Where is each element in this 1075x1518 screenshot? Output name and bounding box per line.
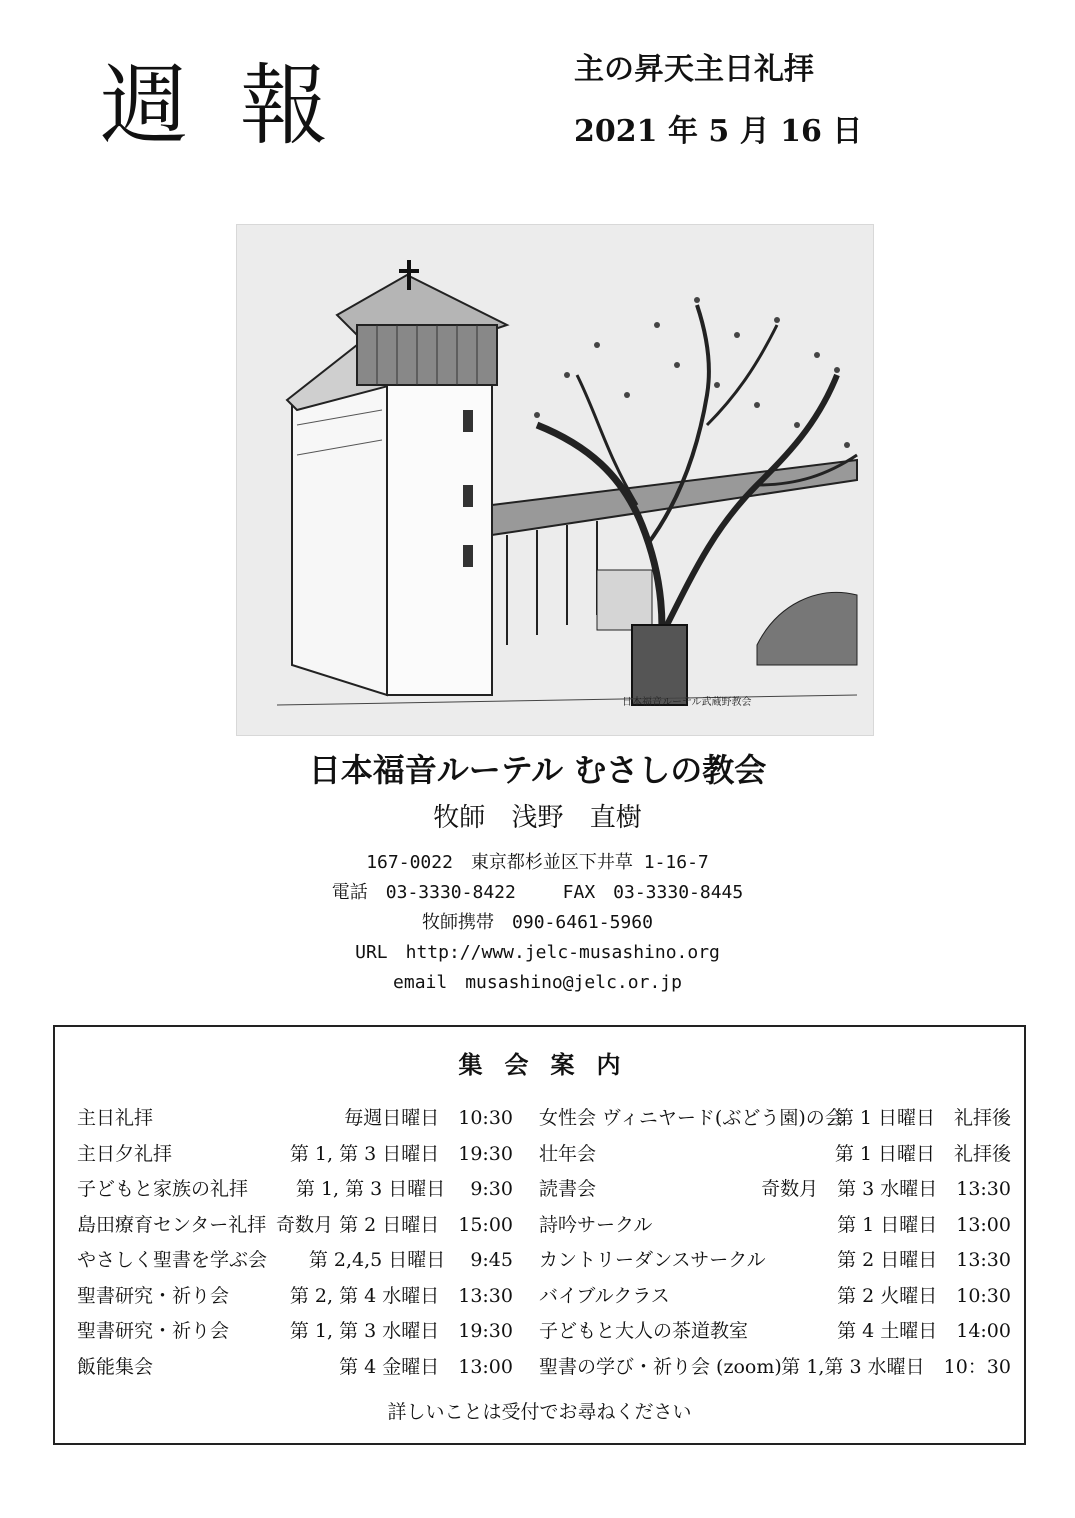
meeting-row bbox=[77, 1208, 513, 1244]
meeting-row bbox=[77, 1137, 513, 1173]
pastor-name: 牧師 浅野 直樹 bbox=[433, 803, 642, 833]
meeting-schedule: 第 1 日曜日 13:00 bbox=[837, 1213, 1011, 1236]
meeting-name: 子どもと家族の礼拝 bbox=[77, 1178, 249, 1200]
meeting-schedule: 第 1 日曜日 礼拝後 bbox=[834, 1142, 1011, 1165]
meeting-name: 壮年会 bbox=[539, 1142, 597, 1165]
meeting-name: カントリーダンスサークル bbox=[539, 1249, 766, 1271]
meeting-row bbox=[77, 1172, 513, 1208]
meeting-row bbox=[77, 1243, 513, 1279]
meeting-name: 女性会 ヴィニヤード(ぶどう園)の会 bbox=[539, 1107, 844, 1129]
meeting-row bbox=[77, 1101, 513, 1137]
meeting-name: 聖書研究・祈り会 bbox=[77, 1284, 230, 1307]
phone-fax: 電話 03-3330-8422 FAX 03-3330-8445 bbox=[331, 882, 744, 903]
meeting-schedule: 第 2 日曜日 13:30 bbox=[837, 1249, 1011, 1271]
meeting-schedule: 奇数月 第 2 日曜日 15:00 bbox=[276, 1213, 513, 1236]
meeting-schedule: 第 4 土曜日 14:00 bbox=[837, 1320, 1011, 1342]
contact-block bbox=[0, 848, 1075, 998]
meeting-schedule: 第 2, 第 4 水曜日 13:30 bbox=[289, 1284, 513, 1307]
email-address[interactable]: email musashino@jelc.or.jp bbox=[393, 972, 682, 993]
meeting-row bbox=[539, 1208, 1011, 1244]
meeting-schedule: 第 4 金曜日 13:00 bbox=[339, 1355, 513, 1378]
meeting-schedule: 第 2,4,5 日曜日 9:45 bbox=[308, 1249, 513, 1271]
meeting-row bbox=[539, 1314, 1011, 1350]
meeting-name: 主日夕礼拝 bbox=[77, 1142, 173, 1165]
meeting-schedule: 第 1, 第 3 日曜日 9:30 bbox=[295, 1178, 513, 1200]
meeting-row bbox=[539, 1350, 1011, 1386]
meeting-row bbox=[77, 1314, 513, 1350]
meeting-name: 飯能集会 bbox=[77, 1355, 154, 1378]
meetings-title: 集会案内 bbox=[458, 1050, 643, 1079]
address: 167-0022 東京都杉並区下井草 1-16-7 bbox=[366, 852, 709, 873]
meeting-schedule: 奇数月 第 3 水曜日 13:30 bbox=[761, 1178, 1011, 1200]
meeting-name: バイブルクラス bbox=[539, 1284, 670, 1307]
meeting-row bbox=[539, 1172, 1011, 1208]
meetings-box bbox=[53, 1025, 1026, 1445]
service-name: 主の昇天主日礼拝 bbox=[574, 52, 814, 87]
meeting-row bbox=[539, 1279, 1011, 1315]
meeting-name: 聖書研究・祈り会 bbox=[77, 1320, 230, 1342]
meeting-name: 聖書の学び・祈り会 (zoom) bbox=[539, 1355, 782, 1378]
meeting-schedule: 第 1 日曜日 礼拝後 bbox=[834, 1107, 1011, 1129]
meetings-left-column bbox=[77, 1101, 513, 1385]
illustration-caption: 日本福音ルーテル武蔵野教会 bbox=[622, 697, 752, 708]
meeting-schedule: 毎週日曜日 10:30 bbox=[344, 1107, 513, 1129]
meeting-row bbox=[77, 1279, 513, 1315]
meeting-name: やさしく聖書を学ぶ会 bbox=[77, 1249, 268, 1271]
meeting-row bbox=[539, 1137, 1011, 1173]
meeting-name: 読書会 bbox=[539, 1178, 597, 1200]
website-url[interactable]: URL http://www.jelc-musashino.org bbox=[355, 942, 720, 963]
meeting-name: 島田療育センター礼拝 bbox=[77, 1213, 267, 1236]
meeting-schedule: 第 1, 第 3 水曜日 19:30 bbox=[289, 1320, 513, 1342]
meeting-schedule: 第 1,第 3 水曜日 10：30 bbox=[781, 1355, 1011, 1378]
meetings-note: 詳しいことは受付でお尋ねください bbox=[387, 1401, 692, 1423]
meeting-row bbox=[539, 1101, 1011, 1137]
meeting-name: 詩吟サークル bbox=[539, 1213, 653, 1236]
meeting-schedule: 第 1, 第 3 日曜日 19:30 bbox=[289, 1142, 513, 1165]
mobile-phone: 牧師携帯 090-6461-5960 bbox=[422, 912, 653, 933]
church-sketch-illustration bbox=[236, 224, 874, 736]
bulletin-title: 週報 bbox=[100, 54, 381, 157]
meetings-right-column bbox=[539, 1101, 1011, 1385]
service-date: 2021 年 5 月 16 日 bbox=[574, 114, 863, 149]
meeting-row bbox=[77, 1350, 513, 1386]
meeting-name: 主日礼拝 bbox=[77, 1107, 154, 1129]
meeting-row bbox=[539, 1243, 1011, 1279]
church-name: 日本福音ルーテル むさしの教会 bbox=[308, 751, 767, 789]
meeting-schedule: 第 2 火曜日 10:30 bbox=[837, 1284, 1011, 1307]
meeting-name: 子どもと大人の茶道教室 bbox=[539, 1320, 749, 1342]
